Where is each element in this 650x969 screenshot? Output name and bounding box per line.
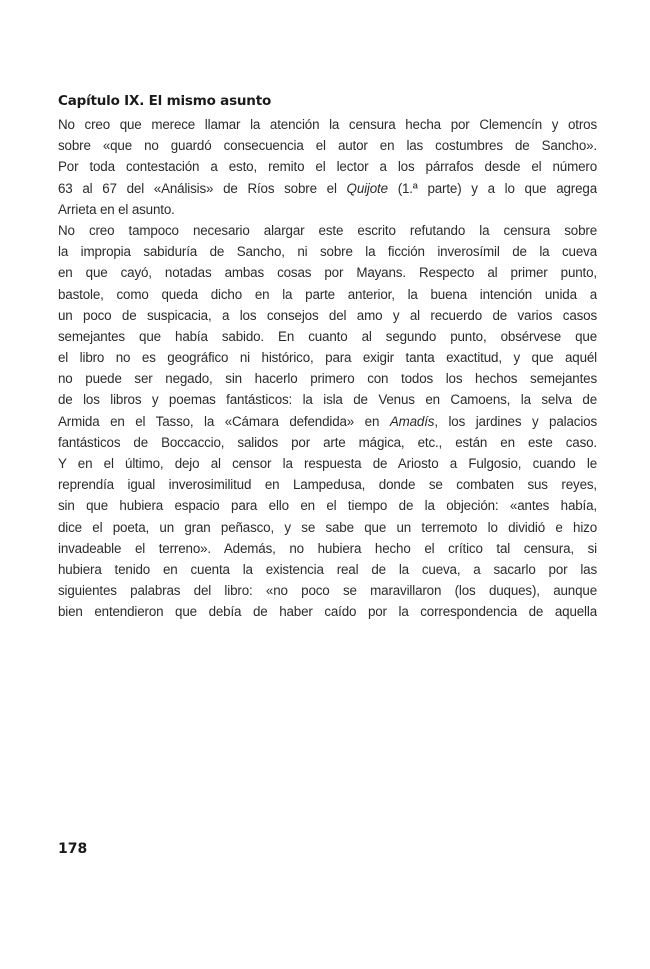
text-line [58, 262, 597, 283]
text-segment: invadeable el terreno». Además, no hubiera hecho el crítico tal censura, si [58, 540, 597, 556]
paragraph [58, 114, 597, 220]
text-segment: hubiera tenido en cuenta la existencia real de la cueva, a sacarlo por las [58, 561, 597, 577]
text-segment: sin que hubiera espacio para ello en el tiempo de la objeción: «antes había, [58, 498, 597, 514]
text-line [58, 601, 597, 622]
text-segment: el libro no es geográfico ni histórico, para exigir tanta exactitud, y que aquél [58, 350, 597, 366]
text-segment: No creo tampoco necesario alargar este escrito refutando la censura sobre [58, 222, 597, 238]
text-line [58, 114, 597, 135]
text-line [58, 538, 597, 559]
text-line [58, 517, 597, 538]
text-line [58, 559, 597, 580]
text-line [58, 453, 597, 474]
text-line [58, 495, 597, 516]
text-segment: No creo que merece llamar la atención la censura hecha por Clemencín y otros [58, 117, 597, 132]
text-segment: 63 al 67 del «Análisis» de Ríos sobre el [58, 180, 347, 196]
italic-title: Quijote [346, 180, 388, 196]
text-line [58, 135, 597, 156]
text-segment: dice el poeta, un gran peñasco, y se sabe que un terremoto lo dividió e hizo [58, 519, 597, 535]
text-line [58, 389, 597, 410]
page-number: 178 [58, 841, 88, 857]
text-line [58, 156, 597, 177]
text-line [58, 347, 597, 368]
text-line [58, 178, 597, 199]
text-segment: (1.ª parte) y a lo que agrega [387, 180, 597, 196]
text-segment: sobre «que no guardó consecuencia el autor en las costumbres de Sancho». [58, 138, 597, 154]
text-segment: bastole, como queda dicho en la parte anterior, la buena intención unida a [58, 286, 597, 302]
chapter-heading: Capítulo IX. El mismo asunto [58, 93, 272, 109]
text-line [58, 199, 597, 220]
text-line [58, 305, 597, 326]
text-segment: Y en el último, dejo al censor la respuesta de Ariosto a Fulgosio, cuando le [58, 456, 597, 471]
text-segment: Por toda contestación a esto, remito el lector a los párrafos desde el número [58, 159, 597, 175]
text-segment: Armida en el Tasso, la «Cámara defendida» en [58, 413, 390, 429]
text-segment: reprendía igual inverosimilitud en Lampedusa, donde se combaten sus reyes, [58, 477, 597, 493]
paragraph [58, 220, 597, 623]
text-line [58, 326, 597, 347]
text-line [58, 241, 597, 262]
text-line [58, 368, 597, 389]
text-segment: en que cayó, notadas ambas cosas por Mayans. Respecto al primer punto, [58, 265, 597, 281]
text-segment: no puede ser negado, sin hacerlo primero con todos los hechos semejantes [58, 371, 597, 387]
text-segment: de los libros y poemas fantásticos: la isla de Venus en Camoens, la selva de [58, 392, 597, 408]
text-line [58, 284, 597, 305]
text-segment: siguientes palabras del libro: «no poco se maravillaron (los duques), aunque [58, 583, 597, 599]
text-line [58, 432, 597, 453]
text-line [58, 580, 597, 601]
text-segment: la impropia sabiduría de Sancho, ni sobre la ficción inverosímil de la cueva [58, 244, 597, 260]
text-segment: fantásticos de Boccaccio, salidos por arte mágica, etc., están en este caso. [58, 434, 597, 450]
text-segment: semejantes que había sabido. En cuanto al segundo punto, obsérvese que [58, 328, 597, 344]
text-line [58, 411, 597, 432]
text-line [58, 474, 597, 495]
text-line [58, 220, 597, 241]
text-segment: un poco de suspicacia, a los consejos del amo y al recuerdo de varios casos [58, 307, 597, 323]
text-segment: Arrieta en el asunto. [58, 201, 175, 217]
body-text [58, 114, 597, 623]
text-segment: bien entendieron que debía de haber caído por la correspondencia de aquella [58, 604, 597, 620]
italic-title: Amadís [389, 413, 435, 429]
text-segment: , los jardines y palacios [434, 413, 597, 429]
